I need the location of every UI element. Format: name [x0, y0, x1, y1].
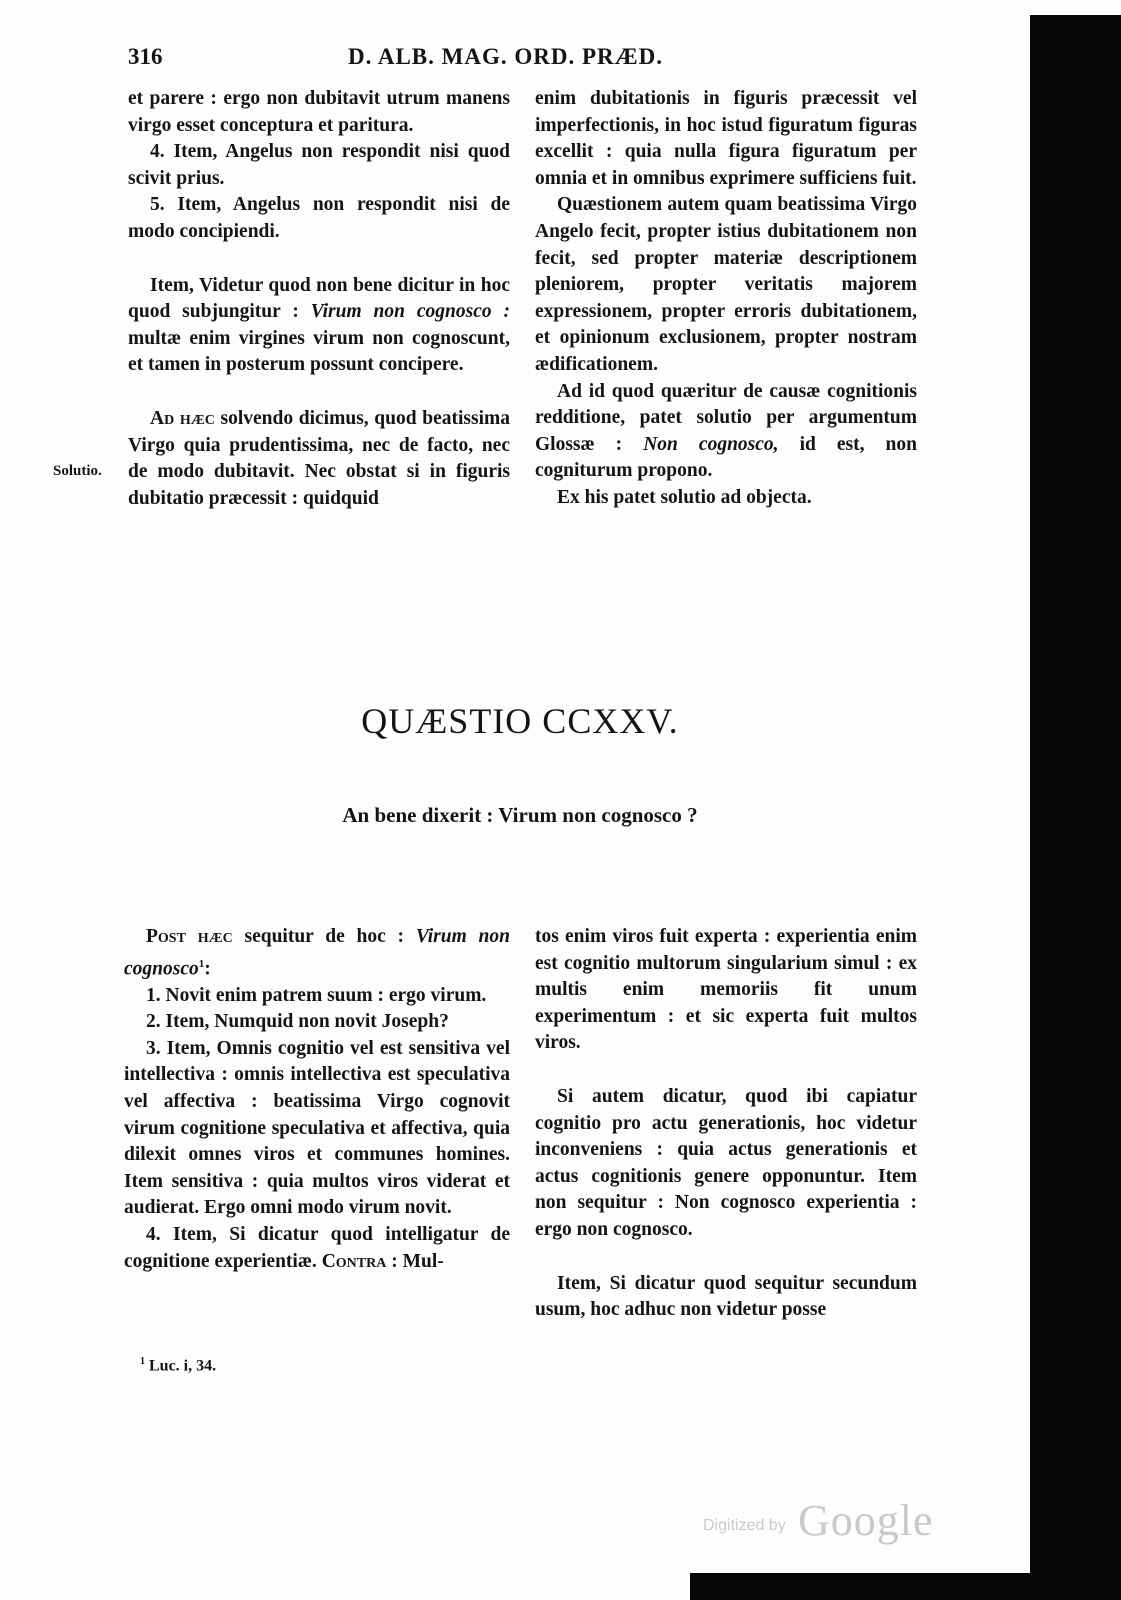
paragraph: 2. Item, Numquid non novit Joseph?: [146, 1011, 449, 1033]
question-subtitle: An bene dixerit : Virum non cognosco ?: [342, 803, 698, 827]
top-right-column: [535, 86, 917, 512]
page-number: 316: [128, 44, 163, 69]
margin-note-solutio: Solutio.: [53, 463, 102, 479]
running-head: D. ALB. MAG. ORD. PRÆD.: [348, 44, 663, 69]
paragraph: 4. Item, Si dicatur quod intelligatur de cognitione experientiæ. Contra : Mul-: [124, 1224, 510, 1272]
scan-bottom-shadow: [690, 1573, 1121, 1600]
footnote: $^1$ Luc. i, 34.: [140, 1356, 217, 1375]
paragraph: 1. Novit enim patrem suum : ergo virum.: [146, 984, 487, 1006]
paragraph: 5. Item, Angelus non respondit nisi de modo concipiendi.: [128, 194, 510, 242]
paragraph: Post hæc sequitur de hoc : Virum non cognosco$^1$:: [124, 926, 510, 980]
paragraph: Item, Si dicatur quod sequitur secundum usum, hoc adhuc non videtur posse: [535, 1272, 917, 1321]
scan-edge-shadow: [1030, 15, 1121, 1600]
paragraph: 4. Item, Angelus non respondit nisi quod scivit prius.: [128, 141, 510, 189]
google-logo: Google: [798, 1496, 934, 1545]
paragraph: et parere : ergo non dubitavit utrum manens virgo esset conceptura et paritura.: [128, 88, 510, 136]
bottom-right-column: [535, 924, 917, 1324]
question-title: QUÆSTIO CCXXV.: [361, 701, 679, 741]
paragraph: Quæstionem autem quam beatissima Virgo Angelo fecit, propter istius dubitationem non fecit, sed propter materiæ descriptionem pleniorem, propter veritatis majorem expressionem, propter erroris dubitationem, et opinionum exclusionem, propter nostram ædificationem.: [535, 194, 917, 375]
paragraph: tos enim viros fuit experta : experientia enim est cognitio multorum singularium simul : ex multis enim memoriis fit unum experimentum : et sic experta fuit multos viros.: [535, 926, 917, 1054]
watermark-prefix: Digitized by: [703, 1517, 786, 1534]
solutio-paragraph: Ad hæc solvendo dicimus, quod beatissima Virgo quia prudentissima, nec de facto, nec de modo dubitavit. Nec obstat si in figuris dubitatio præcessit : quidquid: [128, 407, 510, 509]
page-header: [128, 40, 928, 80]
paragraph: Ex his patet solutio ad objecta.: [557, 486, 812, 508]
bottom-left-column: [124, 924, 510, 1275]
google-watermark: [703, 1495, 963, 1543]
paragraph: Si autem dicatur, quod ibi capiatur cognitio pro actu generationis, hoc videtur inconveniens : quia actus generationis et actus cognitionis genere opponuntur. Item non sequitur : Non cognosco experientia : ergo non cognosco.: [535, 1085, 917, 1240]
paragraph: 3. Item, Omnis cognitio vel est sensitiva vel intellectiva : omnis intellectiva est speculativa vel affectiva : beatissima Virgo cognovit virum cognitione speculativa et affectiva, quia dilexit omnes viros et communes homines. Item sensitiva : quia multos viros viderat et audierat. Ergo omni modo virum novit.: [124, 1037, 510, 1219]
paragraph: Item, Videtur quod non bene dicitur in hoc quod subjungitur : Virum non cognosco : multæ enim virgines virum non cognoscunt, et tamen in posterum possunt concipere.: [128, 274, 510, 376]
paragraph: enim dubitationis in figuris præcessit vel imperfectionis, in hoc istud figuratum figuras excellit : quia nulla figura figuratum per omnia et in omnibus exprimere sufficiens fuit.: [535, 88, 917, 189]
top-left-column: [128, 86, 510, 512]
paragraph: Ad id quod quæritur de causæ cognitionis redditione, patet solutio per argumentum Glossæ : Non cognosco, id est, non cogniturum propono.: [535, 380, 917, 482]
